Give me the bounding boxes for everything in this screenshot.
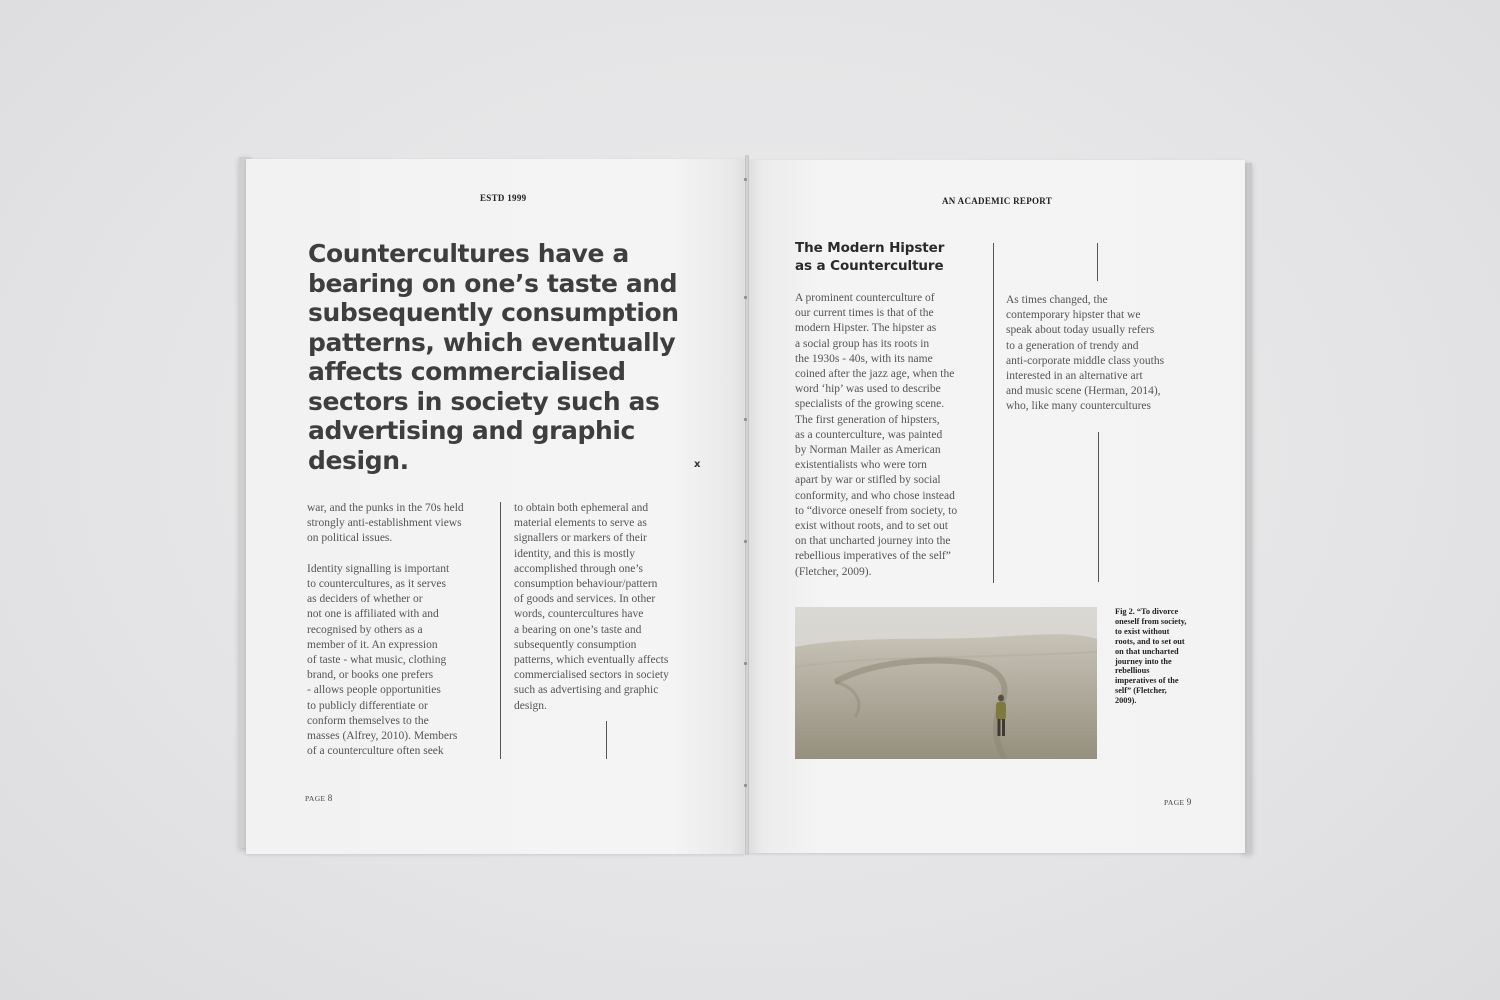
section-title: The Modern Hipster as a Counterculture bbox=[795, 240, 945, 274]
page-label: PAGE bbox=[1164, 798, 1185, 807]
left-body-column-2: to obtain both ephemeral and material elements to serve as signallers or markers of their identity, and this is mostly accomplished through one’s consumption behaviour/pattern of goods and services. In other words, countercultures have a bearing on one’s taste and subsequently consumption patterns, which eventually affects commercialised sectors in society such as advertising and graphic design. bbox=[514, 502, 669, 712]
column-divider-lower bbox=[1098, 432, 1099, 582]
field-path-illustration bbox=[795, 607, 1097, 759]
figure-photo bbox=[795, 607, 1097, 759]
right-page-header: AN ACADEMIC REPORT bbox=[942, 196, 1053, 206]
stitch-mark bbox=[744, 662, 747, 665]
left-page bbox=[246, 159, 746, 854]
stitch-mark bbox=[744, 784, 747, 787]
left-page-number bbox=[305, 793, 333, 803]
headline: Countercultures have a bearing on one’s taste and subsequently consumption patterns, which eventually affects commercialised sectors in society such as advertising and graphic design. bbox=[308, 239, 679, 475]
column-divider bbox=[500, 502, 501, 759]
page-label: PAGE bbox=[305, 794, 326, 803]
right-body-column-2: As times changed, the contemporary hipster that we speak about today usually refers to a generation of trendy and anti-corporate middle class youths interested in an alternative art and music scene (Herman, 2014), who, like many countercultures bbox=[1006, 294, 1165, 413]
right-page bbox=[748, 160, 1245, 853]
page-number: 8 bbox=[327, 793, 333, 803]
top-right-marker bbox=[1097, 243, 1098, 281]
right-page-number bbox=[1164, 797, 1192, 807]
stitch-mark bbox=[744, 296, 747, 299]
stitch-mark bbox=[744, 178, 747, 181]
x-mark: x bbox=[694, 459, 701, 470]
left-page-header: ESTD 1999 bbox=[480, 193, 527, 203]
page-number: 9 bbox=[1186, 797, 1192, 807]
right-body-column-1: A prominent counterculture of our current times is that of the modern Hipster. The hipster as a social group has its roots in the 1930s - 40s, with its name coined after the jazz age, when the word ‘hip’ was used to describe specialists of the growing scene. The first generation of hipsters, as a counterculture, was painted by Norman Mailer as American existentialists who were torn apart by war or stifled by social conformity, and who chose instead to “divorce oneself from society, to exist without roots, and to set out on that uncharted journey into the rebellious imperatives of the self” (Fletcher, 2009). bbox=[795, 292, 958, 578]
column-divider bbox=[993, 243, 994, 583]
figure-caption: Fig 2. “To divorce oneself from society, to exist without roots, and to set out on that uncharted journey into the rebellious imperatives of the self” (Fletcher, 2009). bbox=[1115, 607, 1187, 706]
left-body-column-1: war, and the punks in the 70s held strongly anti-establishment views on political issues. Identity signalling is important to countercultures, as it serves as deciders of whether or not one is affiliated with and recognised by others as a member of it. An expression of taste - what music, clothing brand, or books one prefers - allows people opportunities to publicly differentiate or conform themselves to the masses (Alfrey, 2010). Members of a counterculture often seek bbox=[307, 502, 464, 758]
stitch-mark bbox=[744, 540, 747, 543]
stitch-mark bbox=[744, 418, 747, 421]
spine-gutter bbox=[745, 155, 749, 855]
column-end-marker bbox=[606, 721, 607, 759]
